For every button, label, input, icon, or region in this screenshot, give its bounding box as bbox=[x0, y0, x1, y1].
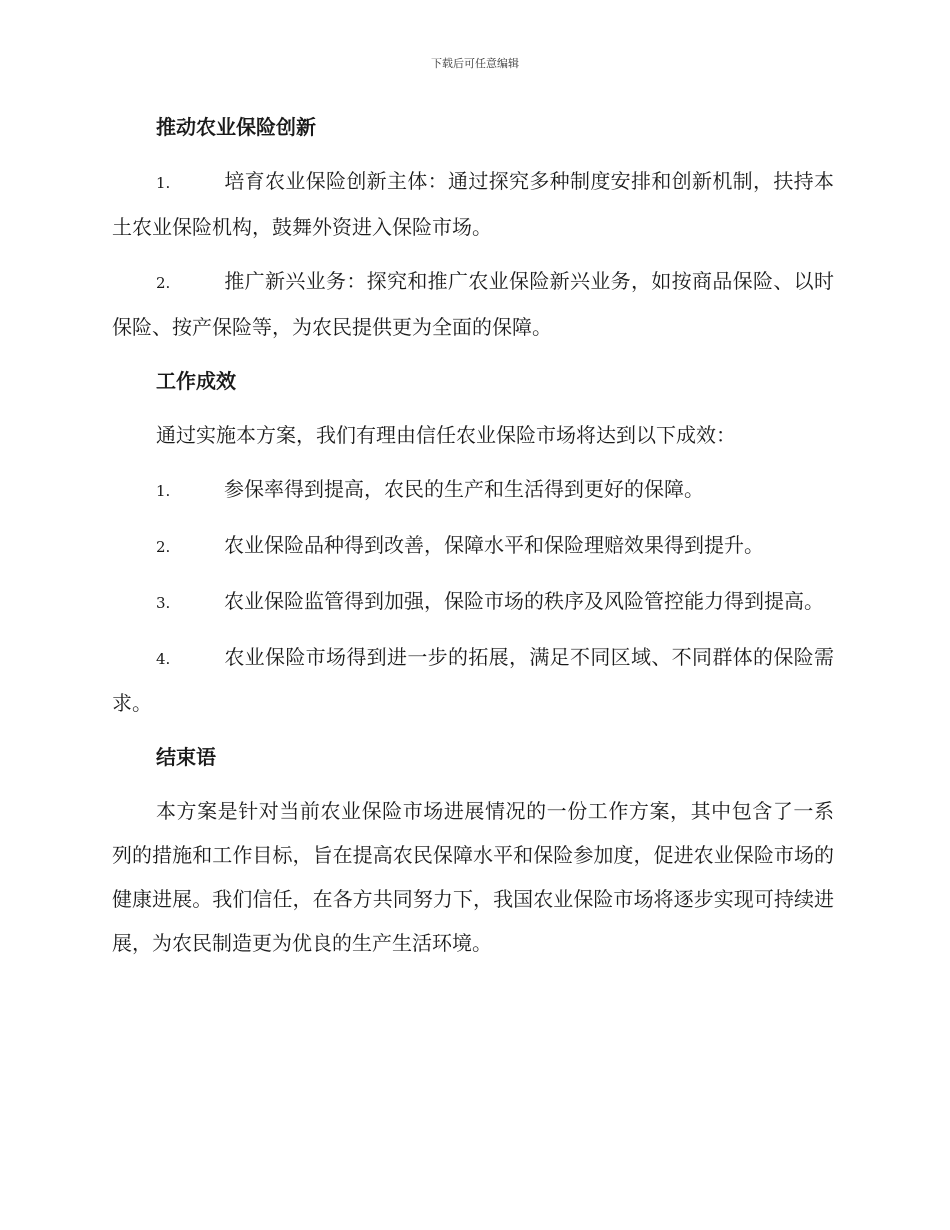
list-item-number: 4. bbox=[156, 650, 171, 668]
list-item-text: 推广新兴业务：探究和推广农业保险新兴业务，如按商品保险、以时保险、按产保险等，为农民提供更为全面的保障。 bbox=[112, 269, 834, 339]
section-heading-innovation: 推动农业保险创新 bbox=[156, 115, 316, 139]
section-intro: 通过实施本方案，我们有理由信任农业保险市场将达到以下成效： bbox=[156, 423, 736, 447]
section-heading-conclusion: 结束语 bbox=[156, 745, 216, 769]
list-item-text: 农业保险品种得到改善，保障水平和保险理赔效果得到提升。 bbox=[224, 533, 764, 557]
list-item-number: 2. bbox=[156, 274, 171, 292]
list-item-text: 参保率得到提高，农民的生产和生活得到更好的保障。 bbox=[224, 477, 704, 501]
list-item-number: 3. bbox=[156, 594, 171, 612]
list-item-text: 农业保险市场得到进一步的拓展，满足不同区域、不同群体的保险需求。 bbox=[112, 645, 834, 715]
list-item-text: 农业保险监管得到加强，保险市场的秩序及风险管控能力得到提高。 bbox=[224, 589, 824, 613]
document-body bbox=[112, 105, 834, 965]
list-item bbox=[112, 159, 834, 249]
list-item bbox=[112, 523, 834, 569]
list-item bbox=[112, 579, 834, 625]
list-item-text: 培育农业保险创新主体：通过探究多种制度安排和创新机制，扶持本土农业保险机构，鼓舞外资进入保险市场。 bbox=[112, 169, 834, 239]
list-item-number: 1. bbox=[156, 174, 171, 192]
header-note: 下载后可任意编辑 bbox=[431, 57, 519, 70]
list-item-number: 2. bbox=[156, 538, 171, 556]
list-item-number: 1. bbox=[156, 482, 171, 500]
conclusion-paragraph: 本方案是针对当前农业保险市场进展情况的一份工作方案，其中包含了一系列的措施和工作目标，旨在提高农民保障水平和保险参加度，促进农业保险市场的健康进展。我们信任，在各方共同努力下，我国农业保险市场将逐步实现可持续进展，为农民制造更为优良的生产生活环境。 bbox=[112, 799, 834, 955]
list-item bbox=[112, 467, 834, 513]
list-item bbox=[112, 259, 834, 349]
list-item bbox=[112, 635, 834, 725]
section-heading-results: 工作成效 bbox=[156, 369, 236, 393]
